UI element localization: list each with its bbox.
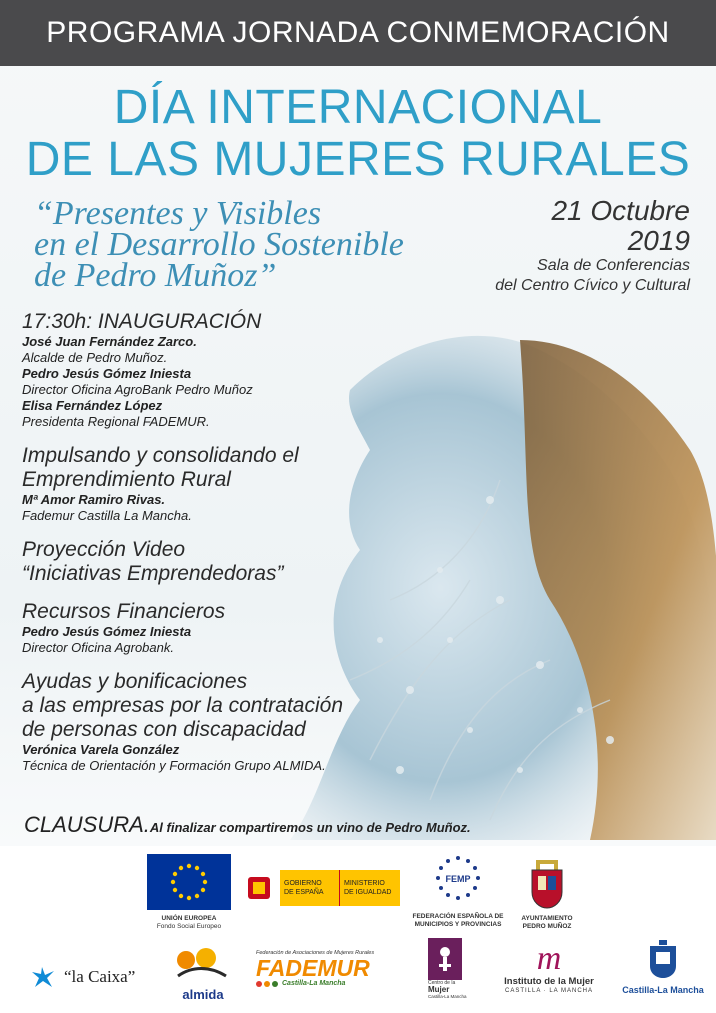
speaker-name: Elisa Fernández López: [22, 398, 163, 413]
sponsor-logos: [0, 846, 716, 1013]
talk3-heading-1: Ayudas y bonificaciones: [22, 670, 248, 693]
event-info: [495, 196, 690, 296]
event-year: 2019: [627, 225, 690, 256]
opening-heading: 17:30h: INAUGURACIÓN: [22, 310, 262, 333]
lacaixa-wordmark: “la Caixa”: [64, 967, 136, 986]
talk1-block: [22, 444, 542, 524]
talk3-heading-2: a las empresas por la contratación: [22, 694, 343, 717]
talk2-speaker: Pedro Jesús Gómez Iniesta: [22, 624, 192, 639]
video-heading-1: Proyección Video: [22, 538, 186, 561]
clm-logo: [618, 938, 708, 1000]
ministry-label: MINISTERIO DE IGUALDAD: [340, 870, 400, 906]
clm-crest-icon: [646, 938, 680, 980]
event-date: 21 Octubre: [551, 195, 690, 226]
title-line-2: DE LAS MUJERES RURALES: [25, 133, 691, 186]
clm-wordmark: Castilla-La Mancha: [622, 985, 704, 995]
femp-caption-2: MUNICIPIOS Y PROVINCIAS: [414, 921, 502, 928]
event-venue-line-1: Sala de Conferencias: [537, 257, 690, 274]
talk3-role: Técnica de Orientación y Formación Grupo ALMIDA.: [22, 758, 326, 773]
centro-mujer-logo: [428, 938, 466, 1002]
dot-icon: [272, 981, 278, 987]
eu-flag-icon: [147, 854, 231, 910]
almida-wordmark: almida: [182, 987, 224, 1002]
almida-logo: [166, 946, 240, 1000]
talk3-block: [22, 670, 542, 774]
almida-figure-icon: [166, 946, 240, 986]
ayto-caption-2: PEDRO MUÑOZ: [522, 923, 572, 930]
centro-caption-2: Mujer: [428, 985, 450, 994]
spain-coat-icon: [238, 870, 280, 906]
lacaixa-star-icon: [30, 965, 58, 989]
talk3-heading-3: de personas con discapacidad: [22, 718, 306, 741]
instituto-caption-2: CASTILLA · LA MANCHA: [504, 988, 594, 994]
video-block: [22, 538, 542, 586]
slogan: [34, 195, 404, 294]
slogan-line-2: en el Desarrollo Sostenible: [34, 226, 404, 263]
fademur-sub: Castilla-La Mancha: [256, 980, 406, 987]
eu-caption-1: UNIÓN EUROPEA: [161, 915, 217, 922]
coat-of-arms-icon: [514, 850, 580, 910]
fademur-logo: [256, 950, 406, 1000]
gov-label: GOBIERNO DE ESPAÑA: [280, 870, 340, 906]
closing: [24, 812, 471, 838]
eu-logo: [147, 854, 231, 931]
talk2-role: Director Oficina Agrobank.: [22, 640, 174, 655]
dot-icon: [264, 981, 270, 987]
title-line-1: DÍA INTERNACIONAL: [113, 81, 603, 134]
slogan-line-1: “Presentes y Visibles: [34, 195, 322, 232]
lacaixa-logo: [30, 964, 150, 990]
speaker-role: Presidenta Regional FADEMUR.: [22, 414, 210, 429]
instituto-m-icon: m: [536, 940, 562, 977]
slogan-line-3: de Pedro Muñoz”: [34, 257, 277, 294]
closing-label: CLAUSURA.: [24, 812, 150, 837]
speaker-role: Alcalde de Pedro Muñoz.: [22, 350, 168, 365]
femp-wordmark: FEMP: [445, 874, 471, 884]
fademur-top: Federación de Asociaciones de Mujeres Rurales: [256, 950, 375, 956]
femp-caption-1: FEDERACIÓN ESPAÑOLA DE: [412, 913, 504, 920]
header-banner: PROGRAMA JORNADA CONMEMORACIÓN: [0, 0, 716, 66]
opening-block: [22, 310, 542, 430]
ayto-caption-1: AYUNTAMIENTO: [521, 915, 573, 922]
closing-text: Al finalizar compartiremos un vino de Pedro Muñoz.: [149, 820, 471, 835]
speaker-name: José Juan Fernández Zarco.: [22, 334, 197, 349]
video-heading-2: “Iniciativas Emprendedoras”: [22, 562, 284, 585]
talk3-speaker: Verónica Varela González: [22, 742, 180, 757]
eu-caption-2: Fondo Social Europeo: [156, 923, 222, 930]
talk1-role: Fademur Castilla La Mancha.: [22, 508, 192, 523]
talk1-speaker: Mª Amor Ramiro Rivas.: [22, 492, 166, 507]
femp-stars-icon: [410, 852, 506, 908]
centro-caption-3: Castilla-La Mancha: [428, 994, 467, 999]
dot-icon: [256, 981, 262, 987]
centro-caption-1: Centro de la: [428, 980, 456, 986]
femp-logo: [410, 852, 506, 929]
centro-mujer-icon: [428, 938, 462, 980]
speaker-name: Pedro Jesús Gómez Iniesta: [22, 366, 192, 381]
ayuntamiento-logo: [514, 850, 580, 931]
speaker-role: Director Oficina AgroBank Pedro Muñoz: [22, 382, 253, 397]
talk2-heading: Recursos Financieros: [22, 600, 226, 623]
fademur-wordmark: FADEMUR: [256, 955, 370, 981]
instituto-mujer-logo: [494, 942, 604, 998]
talk2-block: [22, 600, 542, 656]
talk1-heading-2: Emprendimiento Rural: [22, 468, 231, 491]
gov-logo: [238, 870, 400, 906]
talk1-heading-1: Impulsando y consolidando el: [22, 444, 299, 467]
program: [22, 310, 542, 788]
instituto-caption-1: Instituto de la Mujer: [504, 976, 594, 987]
event-venue-line-2: del Centro Cívico y Cultural: [495, 277, 690, 294]
